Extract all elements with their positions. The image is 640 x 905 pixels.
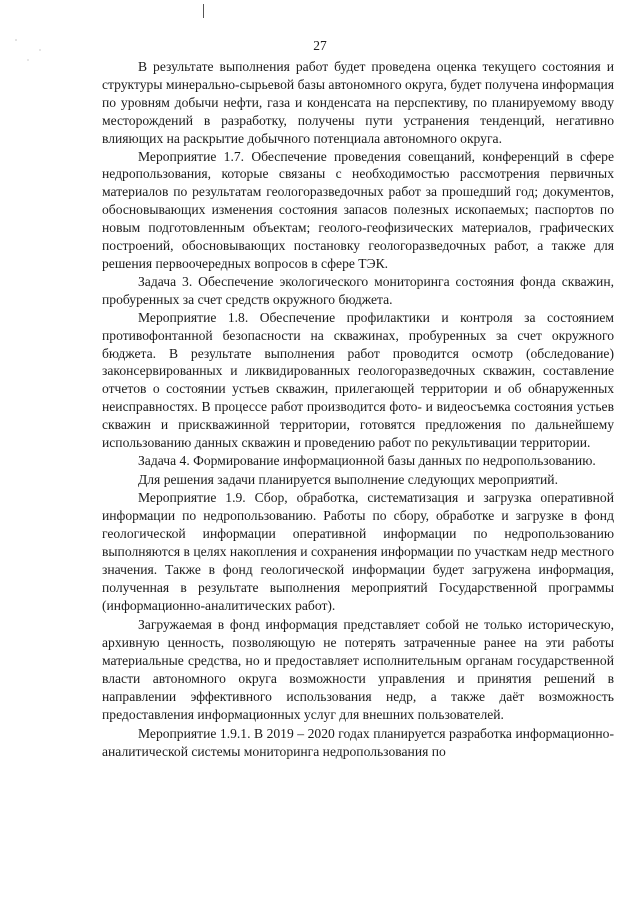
document-body [102,58,614,761]
paragraph-results: В результате выполнения работ будет проведена оценка текущего состояния и структуры минерально-сырьевой базы автономного округа, будет получена информация по уровням добычи нефти, газа и конденсата на перспективу, по планируемому вводу месторождений в разработку, получены пути устранения тенденций, негативно влияющих на раскрытие добычного потенциала автономного округа. [102,59,615,146]
paragraph-measure-1-9: Мероприятие 1.9. Сбор, обработка, систематизация и загрузка оперативной информации по недропользованию. Работы по сбору, обработке и загрузке в фонд геологической информации оперативной информации по недропользованию выполняются в целях накопления и сохранения информации по участкам недр местного значения. Также в фонд геологической информации будет загружена информация, полученная в результате выполнения мероприятий Государственной программы (информационно-аналитических работ). [102,490,614,613]
paragraph-task-4-intro: Для решения задачи планируется выполнение следующих мероприятий. [138,472,558,488]
paragraph-task-4: Задача 4. Формирование информационной базы данных по недропользованию. [138,452,596,468]
page-number: 27 [313,38,327,53]
paragraph-measure-1-9-1: Мероприятие 1.9.1. В 2019 – 2020 годах планируется разработка информационно-аналитической системы мониторинга недропользования по [102,726,614,759]
paragraph-loaded-info: Загружаемая в фонд информация представляет собой не только историческую, архивную ценность, позволяющую не потерять затраченные ранее на эти работы материальные средства, но и предоставляет исполнительным органам государственной власти автономного округа возможности управления и принятия решений в направлении эффективного использования недр, а также даёт возможность предоставления информационных услуг для внешних пользователей. [102,617,614,722]
scan-artifact-mark [203,4,204,18]
paragraph-measure-1-8: Мероприятие 1.8. Обеспечение профилактики и контроля за состоянием противофонтанной безопасности на скважинах, пробуренных за счет окружного бюджета. В результате выполнения работ проводится осмотр (обследование) законсервированных и ликвидированных геологоразведочных скважин, составление отчетов о состоянии устьев скважин, прилегающей территории и об обнаруженных неисправностях. В процессе работ производится фото- и видеосъемка состояния устьев скважин и прискважинной территории, готовятся предложения по дальнейшему использованию данных скважин и проведению работ по рекультивации территории. [102,309,614,451]
paragraph-task-3: Задача 3. Обеспечение экологического мониторинга состояния фонда скважин, пробуренных за счет средств окружного бюджета. [102,273,614,307]
paragraph-measure-1-7: Мероприятие 1.7. Обеспечение проведения совещаний, конференций в сфере недропользования, которые связаны с необходимостью рассмотрения первичных материалов по результатам геологоразведочных работ за прошедший год; документов, обосновывающих изменения состояния запасов полезных ископаемых; паспортов по новым подготовленным объектам; геолого-геофизических материалов, графических построений, обосновывающих постановку геологоразведочных работ, а также для решения первоочередных вопросов в сфере ТЭК. [102,148,614,271]
